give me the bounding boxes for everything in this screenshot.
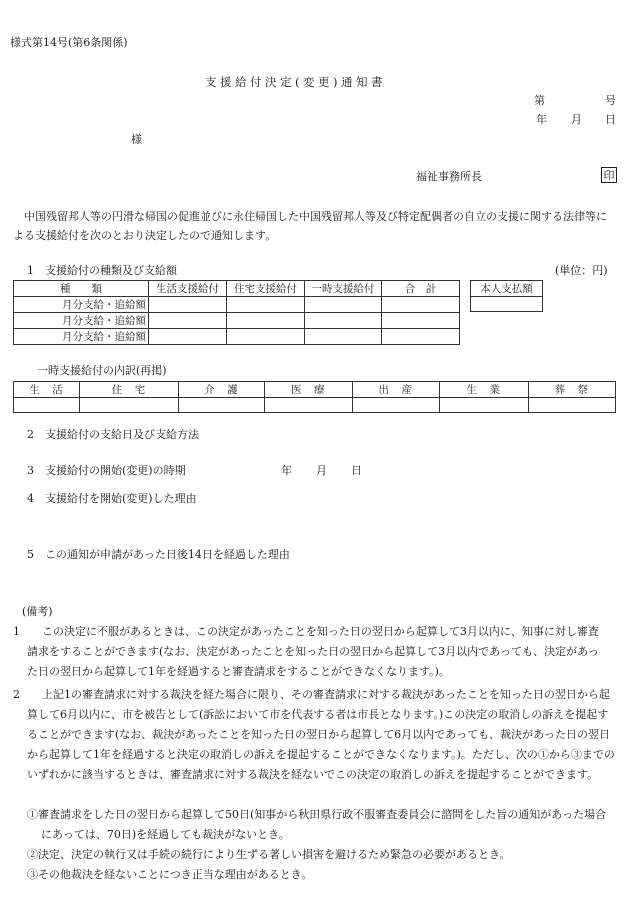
table-cell	[227, 329, 305, 345]
table-row	[14, 313, 460, 329]
breakdown-header: 住 宅	[80, 382, 179, 398]
table-cell	[149, 297, 227, 313]
remarks-item2-number: 2	[13, 688, 20, 701]
number-dai: 第	[534, 94, 545, 107]
table-cell	[439, 398, 528, 413]
date-day: 日	[605, 113, 616, 126]
table-header-row	[14, 281, 460, 297]
remarks-sub2: ②決定、決定の執行又は手続の続行により生ずる著しい損害を避けるため緊急の必要があるとき。	[27, 848, 511, 861]
header-cell: 合 計	[382, 281, 460, 297]
section1-heading: 1 支援給付の種類及び支給額	[27, 264, 177, 277]
table-row	[14, 329, 460, 345]
header-cell: 一時支援給付	[305, 281, 382, 297]
breakdown-header: 介 護	[178, 382, 264, 398]
row-label: 月分支給・追給額	[14, 313, 149, 329]
table-cell	[382, 297, 460, 313]
amounts-table	[13, 280, 460, 345]
table-cell	[178, 398, 264, 413]
remarks-sub3: ③その他裁決を経ないことにつき正当な理由があるとき。	[27, 868, 313, 881]
table-cell	[305, 313, 382, 329]
date-month: 月	[571, 113, 582, 126]
table-cell	[382, 313, 460, 329]
breakdown-header: 葬 祭	[528, 382, 615, 398]
table-cell	[80, 398, 179, 413]
remarks-item1: この決定に不服があるときは、この決定があったことを知った日の翌日から起算して3月以内に、知事に対し審査請求をすることができます(なお、決定があったことを知った日の翌日から起算して3月以内であっても、決定があった日の翌日から起算して1年を経過すると審査請求をすることができなくなります。)。	[27, 625, 599, 678]
section3-month: 月	[316, 464, 327, 477]
breakdown-row	[14, 398, 616, 413]
section3-year: 年	[281, 464, 292, 477]
document-title: 支援給付決定(変更)通知書	[205, 75, 386, 89]
self-pay-header: 本人支払額	[471, 281, 543, 297]
table-row	[14, 297, 460, 313]
table-cell	[227, 297, 305, 313]
self-pay-cell	[471, 297, 543, 312]
sender-title: 福祉事務所長	[416, 170, 482, 183]
breakdown-table	[13, 381, 616, 413]
form-id: 様式第14号(第6条関係)	[10, 36, 128, 49]
section2-heading: 2 支援給付の支給日及び支給方法	[27, 428, 199, 441]
remarks-heading: (備考)	[22, 605, 53, 618]
header-cell: 生活支援給付	[149, 281, 227, 297]
table-cell	[265, 398, 352, 413]
addressee-honorific: 様	[131, 133, 142, 146]
header-cell: 住宅支援給付	[227, 281, 305, 297]
row-label: 月分支給・追給額	[14, 329, 149, 345]
remarks-item2: 上記1の審査請求に対する裁決を経た場合に限り、その審査請求に対する裁決があったことを知った日の翌日から起算して6月以内に、市を被告として(訴訟において市を代表する者は市長となります。)この決定の取消しの訴えを提起することができます(なお、裁決があったことを知った日の翌日から起算して6月以内であっても、裁決があった日の翌日から起算して1年を経過すると決定の取消しの訴えを提起することができなくなります。)。ただし、次の①から③までのいずれかに該当するときは、審査請求に対する裁決を経ないでこの決定の取消しの訴えを提起することができます。	[27, 688, 615, 781]
number-go: 号	[605, 94, 616, 107]
self-pay-table	[470, 280, 543, 312]
breakdown-title: 一時支援給付の内訳(再掲)	[37, 364, 167, 377]
table-cell	[305, 297, 382, 313]
table-cell	[382, 329, 460, 345]
section3-heading: 3 支援給付の開始(変更)の時期	[27, 464, 186, 477]
header-cell: 種 類	[14, 281, 149, 297]
breakdown-header: 生 業	[439, 382, 528, 398]
table-cell	[149, 329, 227, 345]
remarks-sub1: ①審査請求をした日の翌日から起算して50日(知事から秋田県行政不服審査委員会に諮問をした旨の通知があった場合にあっては、70日)を経過しても裁決がないとき。	[27, 808, 607, 841]
row-label: 月分支給・追給額	[14, 297, 149, 313]
seal-stamp: 印	[601, 167, 617, 183]
intro-paragraph: 中国残留邦人等の円滑な帰国の促進並びに永住帰国した中国残留邦人等及び特定配偶者の自立の支援に関する法律等による支援給付を次のとおり決定したので通知します。	[13, 210, 607, 242]
table-cell	[227, 313, 305, 329]
breakdown-header-row	[14, 382, 616, 398]
remarks-item1-number: 1	[13, 625, 20, 638]
table-cell	[352, 398, 439, 413]
date-year: 年	[536, 113, 547, 126]
breakdown-header: 出 産	[352, 382, 439, 398]
table-cell	[528, 398, 615, 413]
breakdown-header: 生 活	[14, 382, 80, 398]
section5-heading: 5 この通知が申請があった日後14日を経過した理由	[27, 548, 290, 561]
table-cell	[14, 398, 80, 413]
section4-heading: 4 支援給付を開始(変更)した理由	[27, 492, 197, 505]
section3-day: 日	[351, 464, 362, 477]
breakdown-header: 医 療	[265, 382, 352, 398]
table-cell	[305, 329, 382, 345]
table-cell	[149, 313, 227, 329]
section1-unit: (単位：円)	[555, 264, 608, 277]
